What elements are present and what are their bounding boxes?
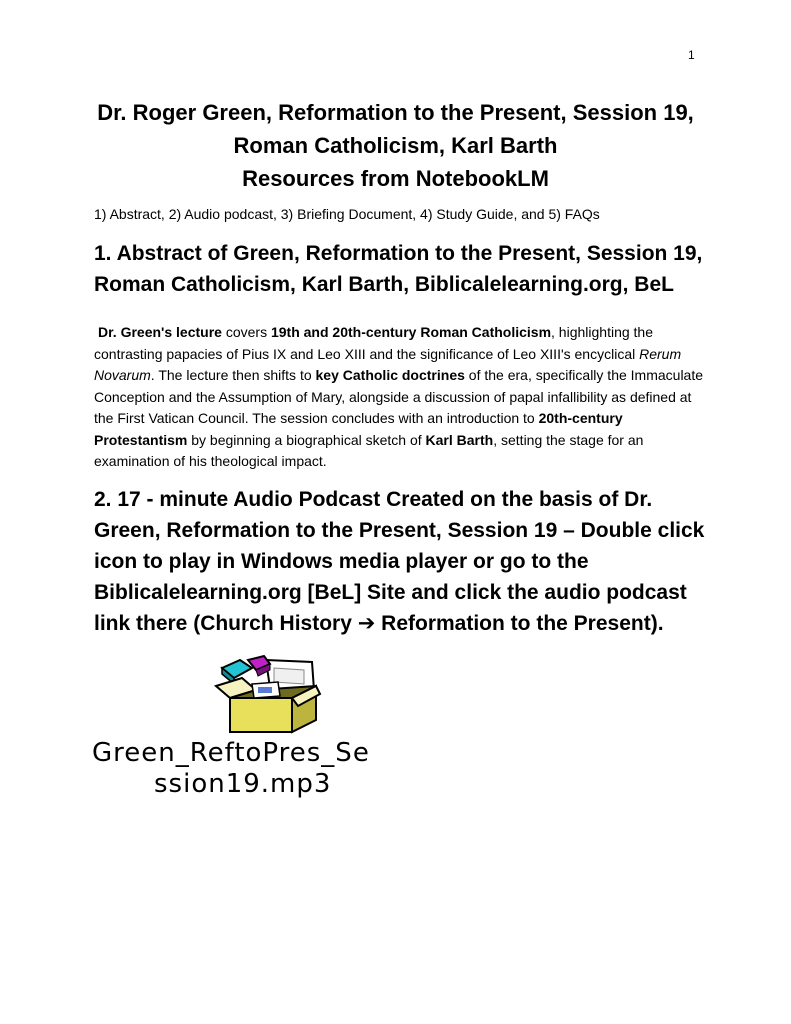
title-line-2: Roman Catholicism, Karl Barth	[233, 133, 558, 158]
abstract-bold: 19th and 20th-century Roman Catholicism	[270, 324, 552, 340]
abstract-italic: Rerum Novarum	[94, 345, 682, 383]
section2-heading	[94, 484, 716, 639]
title-line-3: Resources from NotebookLM	[242, 166, 549, 191]
abstract-bold: 20th-century Protestantism	[94, 410, 623, 448]
section1-heading: 1. Abstract of Green, Reformation to the Present, Session 19, Roman Catholicism, Karl Barth, Biblicalelearning.org, BeL	[94, 242, 703, 296]
section2-heading-text: Reformation to the Present).	[375, 612, 664, 635]
resources-list: 1) Abstract, 2) Audio podcast, 3) Briefing Document, 4) Study Guide, and 5) FAQs	[94, 206, 600, 222]
abstract-bold: Karl Barth	[425, 431, 494, 448]
abstract-text: of the era, specifically the Immaculate Conception and the Assumption of Mary, alongside a discussion of papal infallibility as defined at the First Vatican Council. The session concludes with an introduction to	[94, 367, 704, 426]
package-icon[interactable]	[212, 654, 322, 734]
abstract-text: , highlighting the contrasting papacies of Pius IX and Leo XIII and the significance of Leo XIII's encyclical	[94, 324, 653, 362]
abstract-text: , setting the stage for an examination of his theological impact.	[94, 431, 644, 469]
page-number: 1	[688, 48, 695, 62]
title-line-1: Dr. Roger Green, Reformation to the Present, Session 19,	[97, 100, 694, 125]
abstract-text: . The lecture then shifts to	[150, 367, 316, 383]
abstract-text: covers	[221, 324, 271, 340]
filename-line-2: ssion19.mp3	[154, 769, 332, 799]
abstract-lecture: Dr. Green's lecture	[98, 324, 222, 340]
abstract-bold: key Catholic doctrines	[315, 367, 465, 383]
arrow-icon: ➔	[357, 612, 376, 635]
filename-line-1: Green_ReftoPres_Se	[92, 738, 370, 768]
abstract-text: by beginning a biographical sketch of	[187, 431, 426, 448]
page-title	[60, 96, 731, 195]
audio-file-link[interactable]	[92, 738, 452, 800]
section2-heading-text: 2. 17 - minute Audio Podcast Created on the basis of Dr. Green, Reformation to the Present, Session 19 – Double click icon to play in Windows media player or go to the Biblicalelearning.org [BeL] Site and click the audio podcast link there (Church History	[94, 488, 705, 635]
abstract-paragraph	[94, 322, 706, 473]
